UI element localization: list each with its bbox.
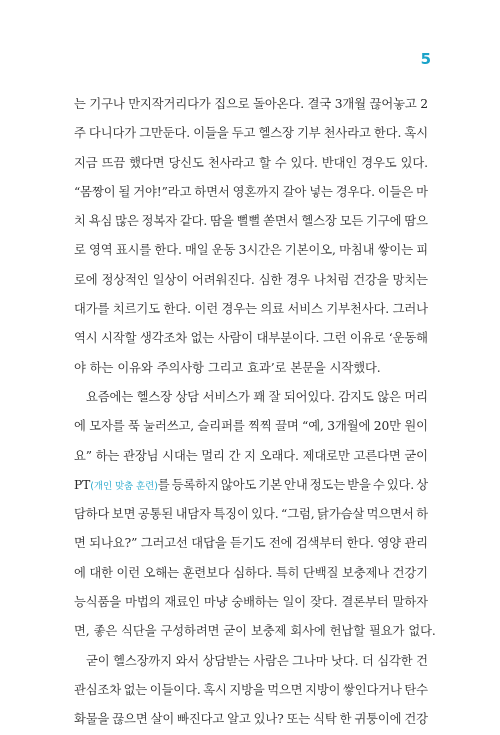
text-line: 면 되나요?” 그러고선 대답을 듣기도 전에 검색부터 한다. 영양 관리 bbox=[74, 536, 428, 551]
text-line: PT(개인 맞춤 훈련)를 등록하지 않아도 기본 안내 정도는 받을 수 있다. 상 bbox=[74, 477, 428, 492]
body-text bbox=[74, 90, 436, 735]
text-line: 는 기구나 만지작거리다가 집으로 돌아온다. 결국 3개월 끊어놓고 2 bbox=[74, 97, 428, 111]
text-line: 야 하는 이유와 주의사항 그리고 효과’로 본문을 시작했다. bbox=[74, 360, 381, 375]
text-line: 담하다 보면 공통된 내담자 특징이 있다. “그럼, 닭가슴살 먹으면서 하 bbox=[74, 507, 428, 522]
text-line: 로 영역 표시를 한다. 매일 운동 3시간은 기본이오, 마침내 쌓이는 피 bbox=[74, 243, 428, 258]
paragraph bbox=[74, 647, 428, 735]
text-line: 에 대한 이런 오해는 훈련보다 심하다. 특히 단백질 보충제나 건강기 bbox=[74, 565, 428, 580]
text-line: “몸짱이 될 거야!”라고 하면서 영혼까지 갈아 넣는 경우다. 이들은 마 bbox=[74, 184, 428, 199]
text-line: 주 다니다가 그만둔다. 이들을 두고 헬스장 기부 천사라고 한다. 혹시 bbox=[74, 126, 428, 141]
text-line: 면, 좋은 식단을 구성하려면 굳이 보충제 회사에 헌납할 필요가 없다. bbox=[74, 624, 436, 639]
text-line: 지금 뜨끔 했다면 당신도 천사라고 할 수 있다. 반대인 경우도 있다. bbox=[74, 155, 428, 170]
text-line: 화물을 끊으면 살이 빠진다고 알고 있나? 또는 식탁 한 귀퉁이에 건강 bbox=[74, 712, 428, 727]
text-line: 로에 정상적인 일상이 어려워진다. 심한 경우 나처럼 건강을 망치는 bbox=[74, 272, 428, 287]
text-line: 관심조차 없는 이들이다. 혹시 지방을 먹으면 지방이 쌓인다거나 탄수 bbox=[74, 682, 428, 697]
text-line: 역시 시작할 생각조차 없는 사람이 대부분이다. 그런 이유로 ‘운동해 bbox=[74, 331, 428, 346]
text-line: 치 욕심 많은 정복자 같다. 땀을 뻘뻘 쏟면서 헬스장 모든 기구에 땀으 bbox=[74, 214, 428, 229]
text-line: 요” 하는 관장님 시대는 멀리 간 지 오래다. 제대로만 고른다면 굳이 bbox=[74, 448, 428, 463]
text-line: 굳이 헬스장까지 와서 상담받는 사람은 그나마 낫다. 더 심각한 건 bbox=[86, 653, 428, 668]
footnote-annotation: (개인 맞춤 훈련) bbox=[90, 480, 158, 492]
text-line: 대가를 치르기도 한다. 이런 경우는 의료 서비스 기부천사다. 그러나 bbox=[74, 302, 428, 317]
text-line: 에 모자를 푹 눌러쓰고, 슬리퍼를 찍찍 끌며 “예, 3개월에 20만 원이 bbox=[74, 419, 428, 434]
text-line: 요즘에는 헬스장 상담 서비스가 꽤 잘 되어있다. 감지도 않은 머리 bbox=[86, 389, 428, 404]
paragraph bbox=[74, 383, 436, 647]
page-number: 5 bbox=[420, 50, 431, 68]
paragraph bbox=[74, 90, 428, 383]
text-line: 능식품을 마법의 재료인 마냥 숭배하는 일이 잦다. 결론부터 말하자 bbox=[74, 595, 428, 610]
